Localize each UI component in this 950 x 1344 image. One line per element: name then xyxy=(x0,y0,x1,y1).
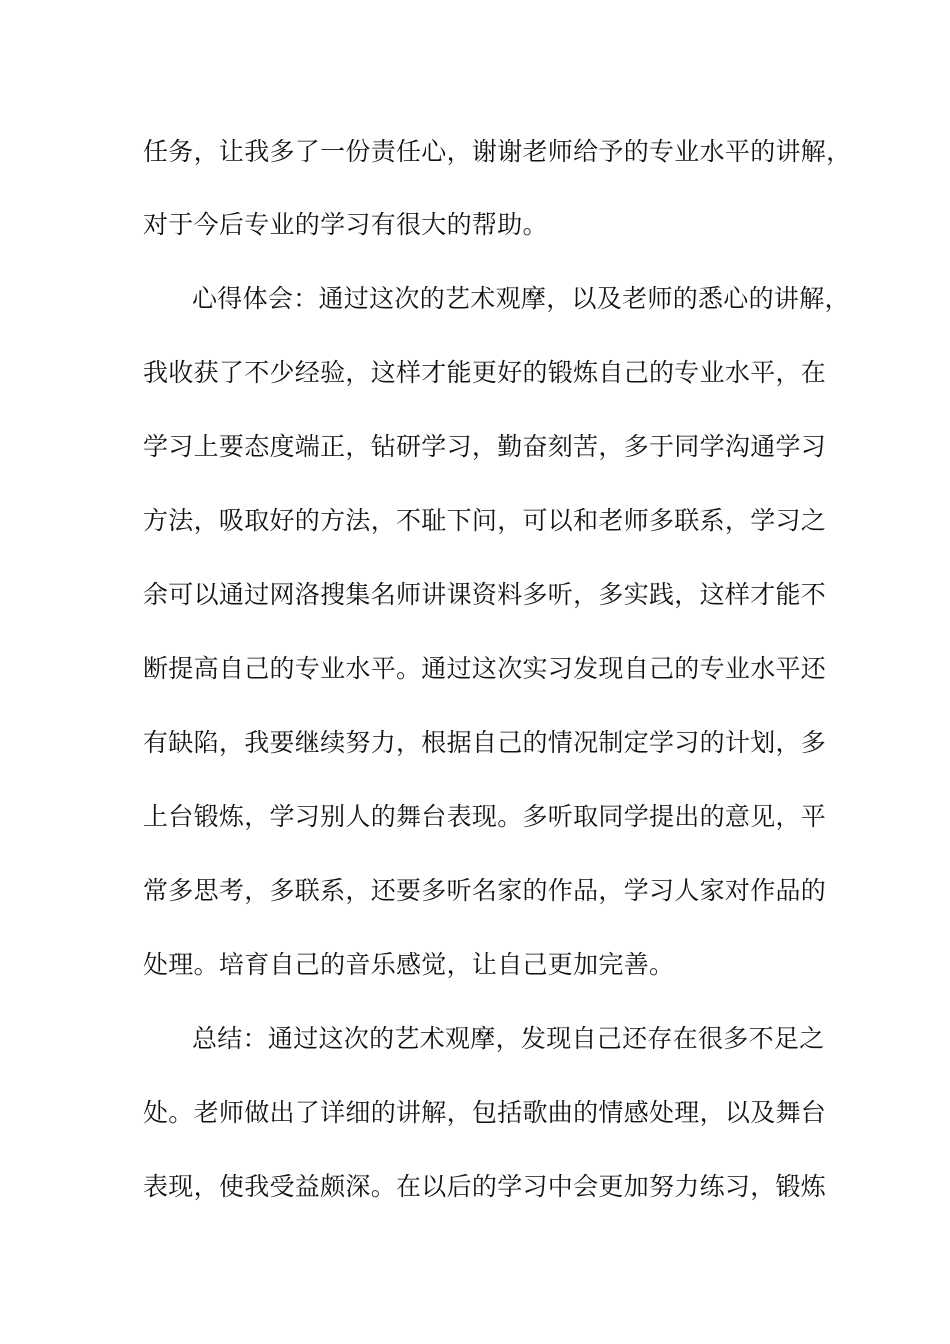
text-line: 对于今后专业的学习有很大的帮助。 xyxy=(143,210,548,239)
text-line: 方法，吸取好的方法，不耻下问，可以和老师多联系，学习之 xyxy=(143,506,827,535)
text-line: 断提高自己的专业水平。通过这次实习发现自己的专业水平还 xyxy=(143,654,827,683)
text-line: 有缺陷，我要继续努力，根据自己的情况制定学习的计划，多 xyxy=(143,728,827,757)
text-line: 表现，使我受益颇深。在以后的学习中会更加努力练习，锻炼 xyxy=(143,1172,827,1201)
paragraph-start-line: 心得体会：通过这次的艺术观摩，以及老师的悉心的讲解， xyxy=(192,284,850,313)
text-line: 处。老师做出了详细的讲解，包括歌曲的情感处理，以及舞台 xyxy=(143,1098,827,1127)
text-line: 学习上要态度端正，钻研学习，勤奋刻苦，多于同学沟通学习 xyxy=(143,432,827,461)
text-line: 我收获了不少经验，这样才能更好的锻炼自己的专业水平，在 xyxy=(143,358,827,387)
paragraph-start-line: 总结：通过这次的艺术观摩，发现自己还存在很多不足之 xyxy=(192,1024,825,1053)
text-line: 处理。培育自己的音乐感觉，让自己更加完善。 xyxy=(143,950,675,979)
text-line: 上台锻炼，学习别人的舞台表现。多听取同学提出的意见，平 xyxy=(143,802,827,831)
text-line: 常多思考，多联系，还要多听名家的作品，学习人家对作品的 xyxy=(143,876,827,905)
text-line: 任务，让我多了一份责任心，谢谢老师给予的专业水平的讲解， xyxy=(143,137,852,166)
text-line: 余可以通过网洛搜集名师讲课资料多听，多实践，这样才能不 xyxy=(143,580,827,609)
